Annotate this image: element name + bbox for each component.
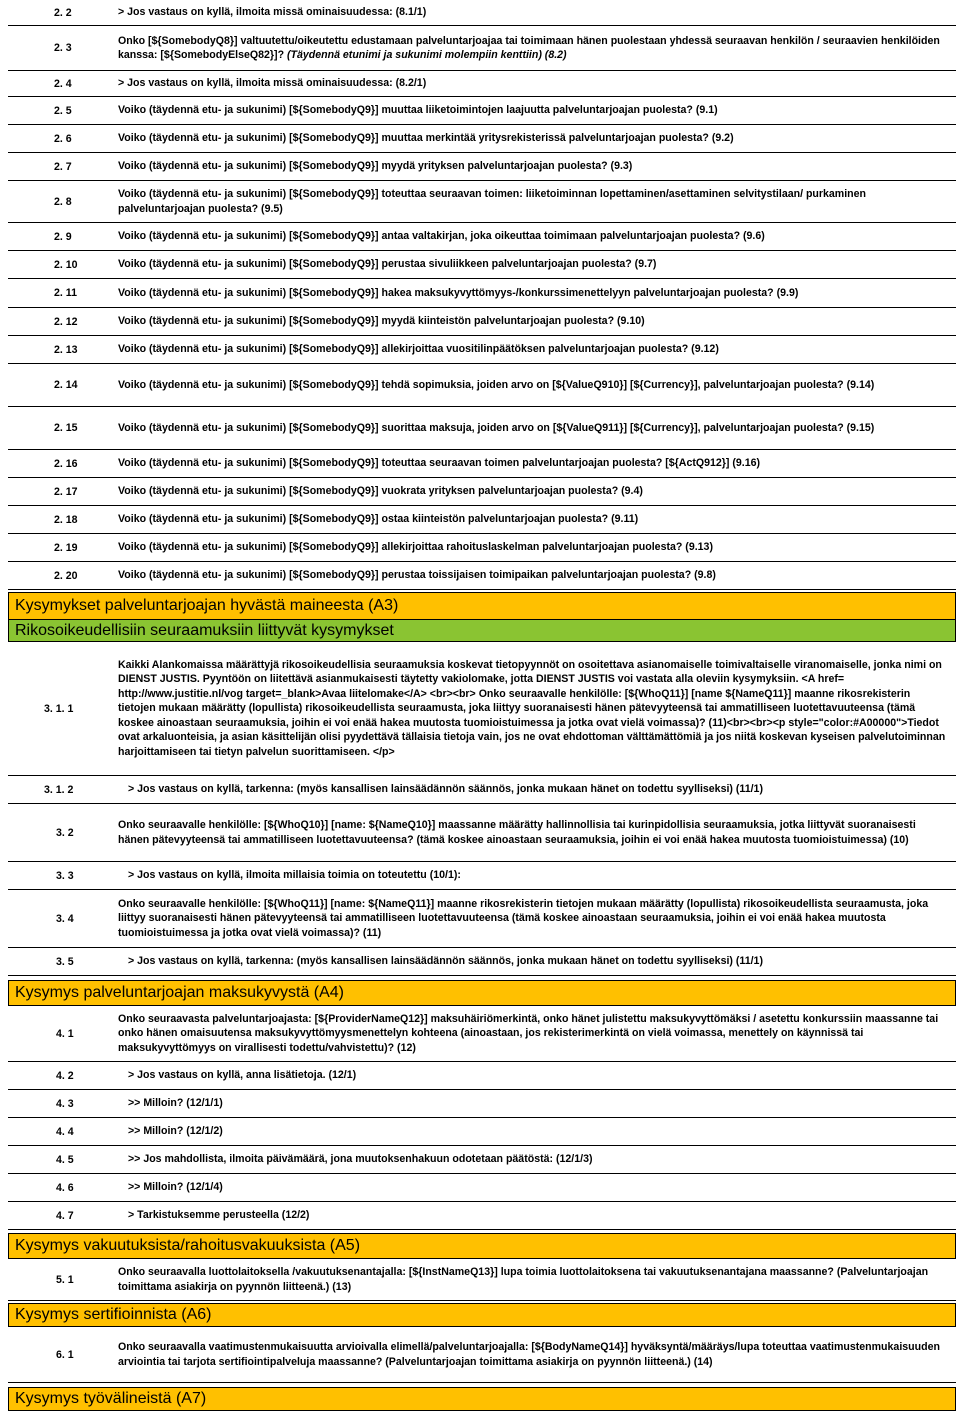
question-row-2-4: [8, 71, 956, 97]
question-text: [118, 34, 956, 63]
question-text: Kaikki Alankomaissa määrättyjä rikosoikeudellisia seuraamuksia koskevat tietopyynnöt on osoitettava asianomaiselle toimivaltaiselle viranomaiselle, jonka nimi on DIENST JUSTIS. Pyyntöön on liitettävä asianmukaisesti täytetty vakiolomake, jotta DIENST JUSTIS voi vastata alla oleviin kysymyksiin. <A href= http://www.justitie.nl/vog target=_blank>Avaa liitelomake</A> <br><br> Onko seuraavalle henkilölle: [${WhoQ11}] [name ${NameQ11}] maanne rikosrekisterin tietojen mukaan määrätty (lopullista) rikosoikeudellista seuraamusta, joka liittyy suoranaisesti hänen pätevyyteensä tai ammatilliseen luotettavuuteensa (tämä koskee ainoastaan seuraamuksia, joihin ei voi enää hakea muutosta tuomioistuimessa ja jotka ovat vielä voimassa)? (11)<br><br><p style="color:#A00000">Tiedot ovat arkaluonteisia, ja asian käsittelijän olisi pyydettävä tällaisia tietoja vain, jos ne ovat ehdottoman välttämättömiä ja jos niitä koskevan kyseisen palvelutoiminnan harjoittamiseen tai tietyn palvelun suorittamiseen. </p>: [118, 658, 946, 758]
question-number: 3. 2: [56, 826, 74, 839]
question-text: Voiko (täydennä etu- ja sukunimi) [${SomebodyQ9}] ostaa kiinteistön palveluntarjoajan puolesta? (9.11): [118, 513, 639, 526]
question-row-2-17: [8, 478, 956, 506]
question-row-2-8: [8, 181, 956, 223]
question-text: Onko seuraavalle henkilölle: [${WhoQ10}] [name: ${NameQ10}] maassanne määrätty hallinnollisia tai kurinpidollisia seuraamuksia, jotka liittyvät suoranaisesti hänen pätevyyteensä tai ammatilliseen luotettavuuteensa? (tämä koskee ainoastaan seuraamuksia, joihin ei voi enää hakea muutosta tuomioistuimessa) (10): [118, 819, 916, 846]
question-text: Voiko (täydennä etu- ja sukunimi) [${SomebodyQ9}] suorittaa maksuja, joiden arvo on [${ValueQ911}] [${Currency}], palveluntarjoajan puolesta? (9.15): [118, 421, 875, 434]
question-row-2-10: [8, 251, 956, 279]
question-number: 2. 3: [54, 42, 72, 54]
question-row-2-18: [8, 506, 956, 534]
question-row-2-16: [8, 450, 956, 478]
section-heading-a3: Kysymykset palveluntarjoajan hyvästä maineesta (A3): [8, 592, 956, 620]
question-text: > Tarkistuksemme perusteella (12/2): [128, 1209, 310, 1222]
question-number: 2. 2: [54, 6, 72, 19]
question-number: 2. 4: [54, 77, 72, 90]
question-row-3-3: [8, 862, 956, 890]
question-number: 2. 8: [54, 195, 72, 208]
question-text: Onko seuraavasta palveluntarjoajasta: [${ProviderNameQ12}] maksuhäiriömerkintä, onko hänet julistettu maksukyvyttömäksi / asetettu konkurssiin maassanne tai onko hänen omaisuutensa maksukyvyttömyysmenettelyn kohteena (ainoastaan, jos rekisterimerkintä on vielä voimassa, menettely on käynnissä tai maksukyvyttömyys on virallisesti todettu/vahvistettu)? (12): [118, 1012, 939, 1054]
question-row-2-11: [8, 279, 956, 308]
question-row-2-13: [8, 336, 956, 364]
question-number: 2. 20: [54, 569, 78, 582]
question-text: Voiko (täydennä etu- ja sukunimi) [${SomebodyQ9}] allekirjoittaa vuositilinpäätöksen palveluntarjoajan puolesta? (9.12): [118, 343, 719, 356]
question-text: Voiko (täydennä etu- ja sukunimi) [${SomebodyQ9}] perustaa sivuliikkeen palveluntarjoajan puolesta? (9.7): [118, 258, 657, 271]
question-number: 4. 4: [56, 1125, 74, 1138]
question-row-4-7: [8, 1202, 956, 1230]
question-number: 4. 6: [56, 1181, 74, 1194]
question-text: >> Milloin? (12/1/2): [128, 1125, 223, 1138]
question-number: 3. 5: [56, 955, 74, 968]
question-text: Voiko (täydennä etu- ja sukunimi) [${SomebodyQ9}] muuttaa liiketoimintojen laajuutta palveluntarjoajan puolesta? (9.1): [118, 104, 718, 117]
question-text: Voiko (täydennä etu- ja sukunimi) [${SomebodyQ9}] antaa valtakirjan, joka oikeuttaa toimimaan palveluntarjoajan puolesta? (9.6): [118, 230, 765, 243]
question-row-3-2: [8, 804, 956, 862]
question-row-2-15: [8, 407, 956, 450]
question-number: 2. 7: [54, 160, 72, 173]
section-heading-a5: Kysymys vakuutuksista/rahoitusvakuuksista (A5): [8, 1233, 956, 1259]
question-number: 2. 15: [54, 422, 78, 434]
question-text: Voiko (täydennä etu- ja sukunimi) [${SomebodyQ9}] tehdä sopimuksia, joiden arvo on [${ValueQ910}] [${Currency}], palveluntarjoajan puolesta? (9.14): [118, 378, 875, 391]
question-number: 2. 11: [54, 287, 77, 299]
question-row-4-6: [8, 1174, 956, 1202]
question-text: Voiko (täydennä etu- ja sukunimi) [${SomebodyQ9}] hakea maksukyvyttömyys-/konkurssimenettelyyn palveluntarjoajan puolesta? (9.9): [118, 286, 799, 299]
question-text: Voiko (täydennä etu- ja sukunimi) [${SomebodyQ9}] allekirjoittaa rahoituslaskelman palveluntarjoajan puolesta? (9.13): [118, 541, 713, 554]
question-number: 3. 1. 1: [44, 702, 74, 715]
question-row-4-3: [8, 1090, 956, 1118]
question-row-2-5: [8, 97, 956, 125]
question-row-3-5: [8, 948, 956, 976]
question-row-4-2: [8, 1062, 956, 1090]
question-row-4-1: [8, 1006, 956, 1062]
question-text: Voiko (täydennä etu- ja sukunimi) [${SomebodyQ9}] myydä yrityksen palveluntarjoajan puolesta? (9.3): [118, 160, 633, 173]
question-text: >> Milloin? (12/1/4): [128, 1181, 223, 1194]
question-row-3-1-1: [8, 642, 956, 776]
question-text: > Jos vastaus on kyllä, anna lisätietoja. (12/1): [128, 1069, 357, 1082]
question-text-main: Onko [${SomebodyQ8}] valtuutettu/oikeutettu edustamaan palveluntarjoajaa tai toimimaan hänen puolestaan yhdessä seuraavan henkilön / seuraavien henkilöiden kanssa: [${SomebodyElseQ82}]?: [118, 34, 940, 61]
question-text: Voiko (täydennä etu- ja sukunimi) [${SomebodyQ9}] toteuttaa seuraavan toimen palveluntarjoajan puolesta? [${ActQ912}] (9.16): [118, 457, 761, 470]
question-text: Voiko (täydennä etu- ja sukunimi) [${SomebodyQ9}] myydä kiinteistön palveluntarjoajan puolesta? (9.10): [118, 315, 645, 328]
question-number: 4. 1: [56, 1027, 74, 1040]
question-number: 2. 19: [54, 541, 78, 554]
question-row-2-12: [8, 308, 956, 336]
question-text: > Jos vastaus on kyllä, ilmoita millaisia toimia on toteutettu (10/1):: [128, 869, 461, 882]
question-text: Voiko (täydennä etu- ja sukunimi) [${SomebodyQ9}] vuokrata yrityksen palveluntarjoajan puolesta? (9.4): [118, 485, 643, 498]
question-text: Voiko (täydennä etu- ja sukunimi) [${SomebodyQ9}] muuttaa merkintää yritysrekisterissä palveluntarjoajan puolesta? (9.2): [118, 132, 734, 145]
question-number: 2. 18: [54, 513, 78, 526]
question-row-2-14: [8, 364, 956, 407]
question-row-2-9: [8, 223, 956, 251]
question-text: > Jos vastaus on kyllä, ilmoita missä ominaisuudessa: (8.1/1): [118, 6, 427, 19]
question-text-note: (Täydennä etunimi ja sukunimi molempiin kenttiin) (8.2): [284, 49, 567, 61]
question-text: Onko seuraavalla luottolaitoksella /vakuutuksenantajalla: [${InstNameQ13}] lupa toimia luottolaitoksena tai vakuutuksenantajana maassanne? (Palveluntarjoajan toimittama asiakirja on pyynnön liitteenä.) (13): [118, 1266, 929, 1293]
question-number: 3. 4: [56, 912, 74, 925]
question-row-2-6: [8, 125, 956, 153]
question-number: 2. 9: [54, 230, 72, 243]
question-number: 6. 1: [56, 1348, 74, 1361]
question-row-2-19: [8, 534, 956, 562]
question-number: 2. 10: [54, 258, 78, 271]
question-number: 4. 7: [56, 1209, 74, 1222]
question-number: 5. 1: [56, 1273, 74, 1286]
question-row-2-7: [8, 153, 956, 181]
question-text: Voiko (täydennä etu- ja sukunimi) [${SomebodyQ9}] toteuttaa seuraavan toimen: liiketoiminnan lopettaminen/asettaminen selvitystilaan/ purkaminen palveluntarjoajan puolesta? (9.5): [118, 188, 867, 215]
question-number: 2. 17: [54, 485, 78, 498]
question-number: 2. 6: [54, 132, 72, 145]
question-text: >> Jos mahdollista, ilmoita päivämäärä, jona muutoksenhakuun odotetaan päätöstä: (12/1/3): [128, 1153, 593, 1166]
question-text: Onko seuraavalla vaatimustenmukaisuutta arvioivalla elimellä/palveluntarjoajalla: [${BodyNameQ14}] hyväksyntä/määräys/lupa toteuttaa vaatimustenmukaisuuden arviointia tai tarjota sertifiointipalveluja maassanne? (Palveluntarjoajan toimittama asiakirja on pyynnön liitteenä.) (14): [118, 1341, 940, 1368]
question-number: 4. 2: [56, 1069, 74, 1082]
question-text: > Jos vastaus on kyllä, tarkenna: (myös kansallisen lainsäädännön säännös, jonka mukaan hänet on todettu syylliseksi) (11/1): [128, 955, 763, 968]
section-heading-a6: Kysymys sertifioinnista (A6): [8, 1303, 956, 1327]
question-number: 4. 3: [56, 1097, 74, 1110]
question-text: Onko seuraavalle henkilölle: [${WhoQ11}] [name: ${NameQ11}] maanne rikosrekisterin tietojen mukaan määrätty (lopullista) rikosoikeudellista seuraamusta, joka liittyy suoranaisesti hänen pätevyyteensä tai ammatilliseen luotettavuuteensa (tämä koskee ainoastaan seuraamuksia, joihin ei voi enää hakea muutosta tuomioistuimessa ja jotka ovat vielä voimassa)? (11): [118, 897, 929, 939]
question-number: 4. 5: [56, 1153, 74, 1166]
question-row-2-20: [8, 562, 956, 590]
question-row-2-3: [8, 26, 956, 71]
question-number: 2. 13: [54, 343, 78, 356]
question-row-4-4: [8, 1118, 956, 1146]
question-number: 3. 3: [56, 869, 74, 882]
question-row-6-1: [8, 1327, 956, 1383]
question-text: >> Milloin? (12/1/1): [128, 1097, 223, 1110]
subsection-heading: Rikosoikeudellisiin seuraamuksiin liittyvät kysymykset: [8, 620, 956, 642]
question-number: 2. 14: [54, 379, 78, 391]
question-row-2-2: [8, 0, 956, 26]
question-row-5-1: [8, 1259, 956, 1301]
document: [8, 0, 956, 1411]
section-heading-a7: Kysymys työvälineistä (A7): [8, 1387, 956, 1411]
question-row-3-4: [8, 890, 956, 948]
question-text: > Jos vastaus on kyllä, tarkenna: (myös kansallisen lainsäädännön säännös, jonka mukaan hänet on todettu syylliseksi) (11/1): [128, 783, 763, 796]
question-text: > Jos vastaus on kyllä, ilmoita missä ominaisuudessa: (8.2/1): [118, 77, 427, 90]
question-number: 3. 1. 2: [44, 783, 74, 796]
question-row-3-1-2: [8, 776, 956, 804]
question-text: Voiko (täydennä etu- ja sukunimi) [${SomebodyQ9}] perustaa toissijaisen toimipaikan palveluntarjoajan puolesta? (9.8): [118, 569, 716, 582]
section-heading-a4: Kysymys palveluntarjoajan maksukyvystä (A4): [8, 980, 956, 1006]
question-number: 2. 5: [54, 104, 72, 117]
question-number: 2. 16: [54, 457, 78, 470]
question-number: 2. 12: [54, 315, 78, 328]
question-row-4-5: [8, 1146, 956, 1174]
